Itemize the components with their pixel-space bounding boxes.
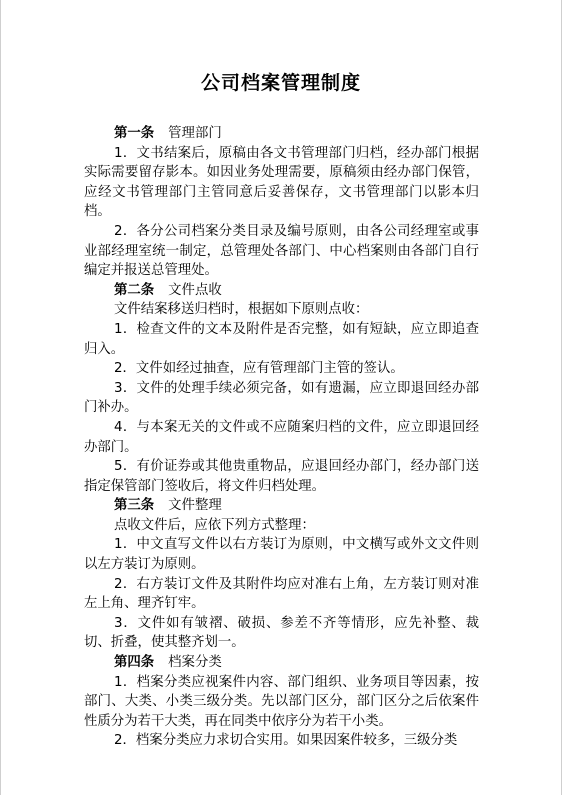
document-body (84, 124, 479, 751)
article-heading (84, 281, 479, 301)
article-heading (84, 124, 479, 144)
article-number: 第一条 (114, 126, 155, 141)
paragraph: 3．文件的处理手续必须完备，如有遗漏，应立即退回经办部门补办。 (84, 380, 479, 416)
article-3 (84, 496, 479, 653)
paragraph: 1．档案分类应视案件内容、部门组织、业务项目等因素，按部门、大类、小类三级分类。先以部门区分，部门区分之后依案件性质分为若干大类，再在同类中依序分为若干小类。 (84, 674, 479, 729)
paragraph: 5．有价证券或其他贵重物品，应退回经办部门，经办部门送指定保管部门签收后，将文件归档处理。 (84, 459, 479, 494)
paragraph: 2．文件如经过抽查，应有管理部门主管的签认。 (114, 361, 404, 377)
article-heading-text: 文件点收 (168, 282, 222, 298)
article-number: 第四条 (114, 655, 155, 671)
paragraph: 1．检查文件的文本及附件是否完整，如有短缺，应立即追查归入。 (84, 321, 479, 357)
document-title: 公司档案管理制度 (200, 72, 361, 94)
article-heading (84, 496, 479, 516)
article-heading (84, 653, 479, 673)
paragraph: 1．文书结案后，原稿由各文书管理部门归档，经办部门根据实际需要留存影本。如因业务处理需要，原稿须由经办部门保管，应经文书管理部门主管同意后妥善保存，文书管理部门以影本归档。 (84, 145, 479, 220)
article-heading-text: 管理部门 (168, 126, 222, 141)
paragraph: 1．中文直写文件以右方装订为原则，中文横写或外文文件则以左方装订为原则。 (84, 537, 479, 573)
article-number: 第三条 (114, 498, 155, 514)
paragraph: 点收文件后，应依下列方式整理： (114, 517, 315, 533)
paragraph: 文件结案移送归档时，根据如下原则点收： (114, 302, 369, 318)
paragraph: 2．右方装订文件及其附件均应对准右上角，左方装订则对准左上角、理齐钉牢。 (84, 576, 479, 612)
paragraph: 3．文件如有皱褶、破损、参差不齐等情形，应先补整、裁切、折叠，使其整齐划一。 (84, 615, 479, 651)
article-heading-text: 档案分类 (168, 655, 222, 671)
article-4 (84, 653, 479, 751)
article-heading-text: 文件整理 (168, 498, 222, 514)
article-1 (84, 124, 479, 281)
article-number: 第二条 (114, 282, 155, 298)
article-2 (84, 281, 479, 497)
paragraph: 2．档案分类应力求切合实用。如果因案件较多，三级分类 (114, 733, 458, 749)
paragraph: 4．与本案无关的文件或不应随案归档的文件，应立即退回经办部门。 (84, 419, 479, 455)
paragraph: 2．各分公司档案分类目录及编号原则，由各公司经理室或事业部经理室统一制定，总管理处各部门、中心档案则由各部门自行编定并报送总管理处。 (84, 223, 479, 279)
